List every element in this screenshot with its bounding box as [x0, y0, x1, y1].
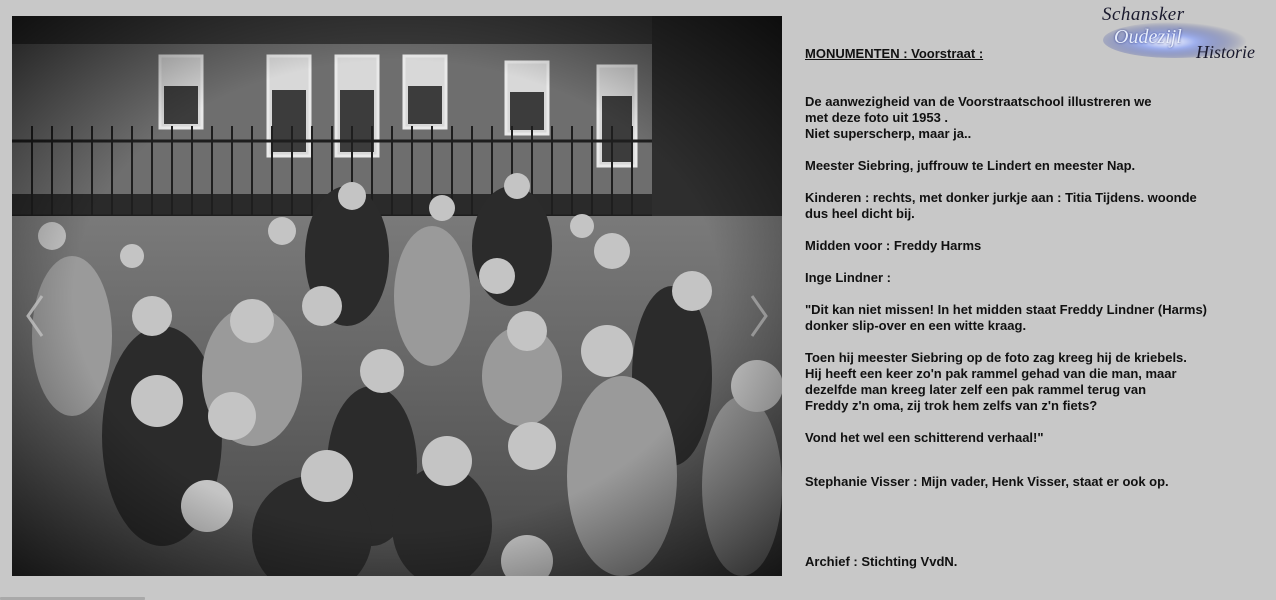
logo-text-2: Oudezijl: [1114, 26, 1182, 48]
previous-slide-button[interactable]: [20, 286, 50, 346]
paragraph-line: Meester Siebring, juffrouw te Lindert en meester Nap.: [805, 158, 1136, 173]
paragraph-line: Midden voor : Freddy Harms: [805, 238, 982, 253]
logo-text-3: Historie: [1196, 42, 1256, 62]
paragraph-line: dus heel dicht bij.: [805, 206, 915, 221]
paragraph-line: De aanwezigheid van de Voorstraatschool illustreren we: [805, 94, 1152, 109]
school-photo-1953: [12, 16, 782, 576]
paragraph-line: Inge Lindner :: [805, 270, 891, 285]
paragraph-line: Toen hij meester Siebring op de foto zag kreeg hij de kriebels.: [805, 350, 1187, 365]
paragraph-line: Kinderen : rechts, met donker jurkje aan : Titia Tijdens. woonde: [805, 190, 1197, 205]
article-heading: MONUMENTEN : Voorstraat :: [805, 46, 984, 61]
paragraph-line: Niet superscherp, maar ja..: [805, 126, 972, 141]
archive-credit: Archief : Stichting VvdN.: [805, 554, 958, 569]
next-slide-button[interactable]: [744, 286, 774, 346]
paragraph-line: Freddy z'n oma, zij trok hem zelfs van z'n fiets?: [805, 398, 1098, 413]
paragraph-line: Vond het wel een schitterend verhaal!": [805, 430, 1044, 445]
horizontal-scrollbar[interactable]: [0, 596, 1276, 600]
paragraph-line: dezelfde man kreeg later zelf een pak rammel terug van: [805, 382, 1147, 397]
logo-text-1: Schansker: [1102, 4, 1185, 25]
paragraph-line: donker slip-over en een witte kraag.: [805, 318, 1027, 333]
chevron-left-icon: [20, 286, 50, 346]
paragraph-line: "Dit kan niet missen! In het midden staat Freddy Lindner (Harms): [805, 302, 1208, 317]
paragraph-line: Hij heeft een keer zo'n pak rammel gehad van die man, maar: [805, 366, 1177, 381]
slideshow-photo: [12, 16, 782, 576]
paragraph-line: Stephanie Visser : Mijn vader, Henk Visser, staat er ook op.: [805, 474, 1169, 489]
paragraph-line: met deze foto uit 1953 .: [805, 110, 949, 125]
site-logo[interactable]: [1100, 4, 1270, 66]
chevron-right-icon: [744, 286, 774, 346]
